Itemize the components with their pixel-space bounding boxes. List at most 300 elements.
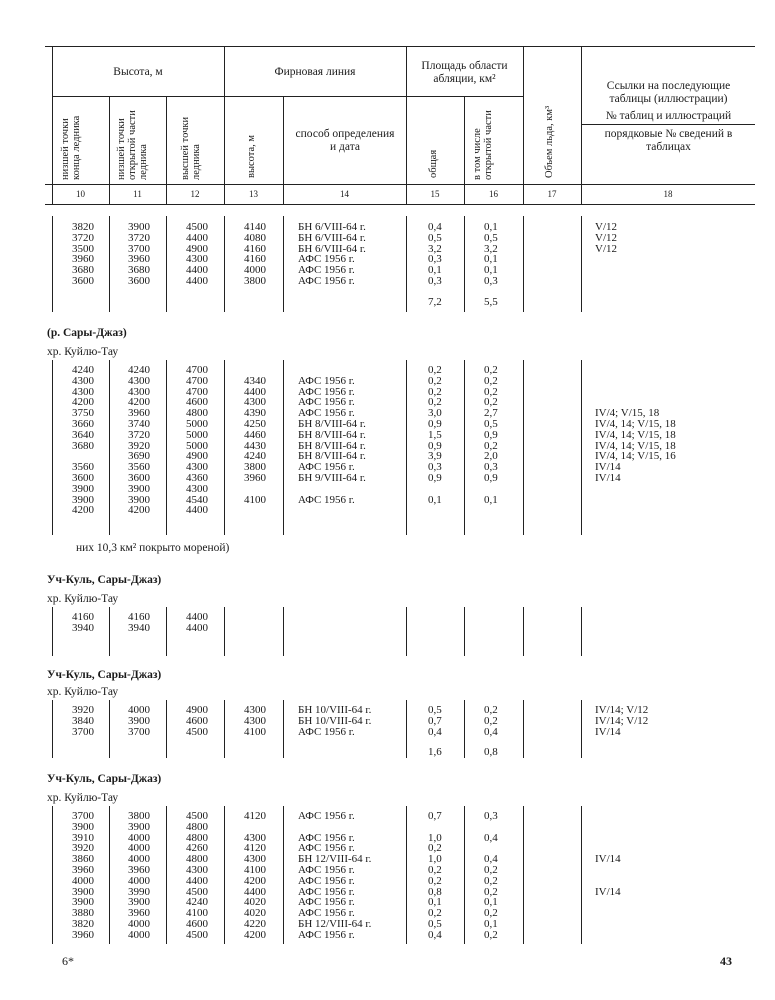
column-rule <box>109 806 110 944</box>
table-cell: 4250 <box>244 418 266 430</box>
table-cell: 3700 <box>72 810 94 822</box>
table-cell: 4500 <box>186 725 208 738</box>
table-cell: 0,2 <box>484 364 498 376</box>
table-cell: 4200 <box>128 504 150 517</box>
table-cell: 3720 <box>128 231 150 244</box>
table-cell: 3800 <box>244 461 266 474</box>
table-cell: 1,0 <box>428 853 442 866</box>
table-cell: 3600 <box>72 472 94 484</box>
table-cell: 4340 <box>244 374 266 387</box>
table-cell: 4260 <box>186 842 208 855</box>
section-title: (р. Сары-Джаз) <box>47 327 127 339</box>
table-cell: БН 8/VIII-64 г. <box>298 450 366 463</box>
col-number: 14 <box>340 189 349 199</box>
table-cell: 4700 <box>186 385 208 398</box>
section-title: Уч-Куль, Сары-Джаз) <box>47 669 162 681</box>
total-cell: 1,6 <box>428 746 442 759</box>
column-rule <box>581 607 582 656</box>
table-cell: 2,0 <box>484 450 498 463</box>
table-cell: 3750 <box>72 407 94 420</box>
table-cell: 5000 <box>186 439 208 452</box>
refs-group-heading: Ссылки на последующие таблицы (иллюстрации) <box>606 80 731 105</box>
table-cell: 5000 <box>186 428 208 441</box>
table-cell: АФС 1956 г. <box>298 842 355 855</box>
group-underline <box>52 96 406 97</box>
column-rule <box>109 700 110 758</box>
table-cell: АФС 1956 г. <box>298 885 355 898</box>
table-cell: 3660 <box>72 418 94 430</box>
table-cell: 0,2 <box>428 864 442 876</box>
table-cell: 4240 <box>72 364 94 376</box>
table-cell: 3690 <box>128 450 150 463</box>
table-cell: 4400 <box>186 504 208 517</box>
page-number: 43 <box>720 954 732 968</box>
column-rule <box>581 360 582 535</box>
table-cell: 3680 <box>72 439 94 452</box>
table-cell: 3500 <box>72 242 94 255</box>
refs-subheading-2: порядковые № сведений в таблицах <box>604 128 733 153</box>
table-cell: 4240 <box>128 364 150 376</box>
table-cell: 4160 <box>244 242 266 255</box>
header-divider <box>166 96 167 204</box>
col12-heading: высшей точки ледника <box>180 116 202 180</box>
table-cell: 3900 <box>72 493 94 506</box>
table-cell: 4600 <box>186 714 208 727</box>
table-cell: 4080 <box>244 231 266 244</box>
table-cell: IV/14 <box>595 725 621 738</box>
table-cell: 0,3 <box>428 461 442 474</box>
table-cell: 0,1 <box>484 264 498 277</box>
table-cell: 0,7 <box>428 714 442 727</box>
column-rule <box>166 607 167 656</box>
table-cell: 4400 <box>244 385 266 398</box>
section-ridge: хр. Куйлю-Тау <box>47 593 119 605</box>
header-bottom-rule <box>45 184 755 185</box>
table-cell: 3900 <box>128 714 150 727</box>
group-underline <box>406 96 523 97</box>
table-cell: 3680 <box>128 264 150 277</box>
table-cell: 4400 <box>186 621 208 634</box>
column-rule <box>283 216 284 312</box>
column-rule <box>224 360 225 535</box>
header-divider <box>109 96 110 204</box>
table-cell: 4300 <box>186 482 208 495</box>
table-cell: БН 8/VIII-64 г. <box>298 439 366 452</box>
table-cell: 0,9 <box>428 472 442 484</box>
table-cell: 4300 <box>186 864 208 876</box>
table-cell: 3960 <box>244 472 266 484</box>
column-rule <box>224 700 225 758</box>
col14-heading: способ определения и дата <box>295 128 395 153</box>
table-cell: 4000 <box>128 874 150 887</box>
table-cell: 4800 <box>186 831 208 844</box>
section-ridge: хр. Куйлю-Тау <box>47 346 119 358</box>
table-cell: 0,1 <box>484 253 498 266</box>
table-cell: 3680 <box>72 264 94 277</box>
table-cell: 0,9 <box>428 418 442 430</box>
table-cell: IV/4; V/15, 18 <box>595 407 660 420</box>
column-rule <box>523 700 524 758</box>
table-cell: 0,4 <box>428 221 442 233</box>
table-cell: 0,2 <box>428 374 442 387</box>
table-cell: 3920 <box>72 704 94 716</box>
column-rule <box>464 607 465 656</box>
table-cell: БН 6/VIII-64 г. <box>298 231 366 244</box>
table-cell: 4500 <box>186 885 208 898</box>
column-numbers-rule <box>45 204 755 205</box>
table-cell: 0,2 <box>484 374 498 387</box>
table-cell: 0,4 <box>428 928 442 941</box>
column-rule <box>166 700 167 758</box>
table-cell: 3560 <box>128 461 150 474</box>
table-cell: 5000 <box>186 418 208 430</box>
table-cell: 0,1 <box>484 221 498 233</box>
table-cell: 3940 <box>128 621 150 634</box>
table-cell: АФС 1956 г. <box>298 874 355 887</box>
table-cell: 0,2 <box>428 874 442 887</box>
moraine-note: них 10,3 км² покрыто мореной) <box>76 542 230 554</box>
table-cell: 4200 <box>72 396 94 409</box>
table-cell: 3820 <box>72 918 94 930</box>
table-cell: 0,2 <box>484 907 498 920</box>
table-cell: 3700 <box>128 242 150 255</box>
table-cell: 0,2 <box>484 885 498 898</box>
column-rule <box>464 216 465 312</box>
table-cell: АФС 1956 г. <box>298 253 355 266</box>
column-rule <box>109 360 110 535</box>
table-cell: 4300 <box>186 253 208 266</box>
signature-mark: 6* <box>62 954 74 968</box>
table-cell: 3960 <box>128 253 150 266</box>
table-cell: 3740 <box>128 418 150 430</box>
column-rule <box>52 607 53 656</box>
table-cell: БН 10/VIII-64 г. <box>298 704 372 716</box>
table-cell: 4200 <box>128 396 150 409</box>
header-divider <box>283 96 284 204</box>
table-cell: 4600 <box>186 396 208 409</box>
table-cell: 4460 <box>244 428 266 441</box>
table-cell: БН 8/VIII-64 г. <box>298 418 366 430</box>
table-cell: 4100 <box>186 907 208 920</box>
table-cell: 0,3 <box>484 461 498 474</box>
table-cell: 4160 <box>244 253 266 266</box>
column-rule <box>406 700 407 758</box>
table-cell: 3,0 <box>428 407 442 420</box>
table-cell: 4200 <box>72 504 94 517</box>
refs-underline <box>581 124 755 125</box>
column-rule <box>523 216 524 312</box>
column-rule <box>52 806 53 944</box>
column-rule <box>523 360 524 535</box>
table-cell: 0,5 <box>484 231 498 244</box>
area-group-heading: Площадь области абляции, км² <box>421 60 508 85</box>
col17-heading: Объем льда, км³ <box>544 105 555 178</box>
table-cell: 3990 <box>128 885 150 898</box>
table-cell: 4300 <box>244 853 266 866</box>
table-cell: АФС 1956 г. <box>298 907 355 920</box>
table-cell: 0,1 <box>428 493 442 506</box>
column-rule <box>406 216 407 312</box>
table-cell: 4360 <box>186 472 208 484</box>
column-rule <box>224 607 225 656</box>
table-cell: 4400 <box>186 874 208 887</box>
section-title: Уч-Куль, Сары-Джаз) <box>47 574 162 586</box>
table-cell: 0,1 <box>484 918 498 930</box>
table-cell: 4300 <box>72 385 94 398</box>
table-cell: 4200 <box>244 928 266 941</box>
col13-heading: высота, м <box>246 134 257 178</box>
table-cell: 4500 <box>186 221 208 233</box>
table-cell: 4900 <box>186 242 208 255</box>
table-cell: 3900 <box>128 482 150 495</box>
table-cell: 3900 <box>72 820 94 833</box>
table-cell: 3960 <box>72 864 94 876</box>
table-cell: 3900 <box>128 221 150 233</box>
table-cell: 0,9 <box>484 428 498 441</box>
header-divider <box>464 96 465 204</box>
table-cell: 4390 <box>244 407 266 420</box>
table-cell: 0,3 <box>428 253 442 266</box>
table-cell: 4000 <box>72 874 94 887</box>
table-cell: 0,9 <box>428 439 442 452</box>
table-cell: 4300 <box>244 714 266 727</box>
table-cell: V/12 <box>595 231 617 244</box>
table-cell: БН 6/VIII-64 г. <box>298 242 366 255</box>
table-cell: 4200 <box>244 874 266 887</box>
header-divider <box>581 46 582 204</box>
table-cell: 3960 <box>128 407 150 420</box>
table-cell: 0,2 <box>428 842 442 855</box>
col10-heading: низшей точки конца ледника <box>60 115 82 180</box>
table-cell: 0,2 <box>484 439 498 452</box>
header-top-rule <box>45 46 755 47</box>
table-cell: АФС 1956 г. <box>298 374 355 387</box>
table-cell: 0,2 <box>428 364 442 376</box>
col-number: 13 <box>249 189 258 199</box>
table-cell: АФС 1956 г. <box>298 396 355 409</box>
table-cell: 0,4 <box>484 725 498 738</box>
table-cell: 4430 <box>244 439 266 452</box>
table-cell: 0,2 <box>484 874 498 887</box>
column-rule <box>581 806 582 944</box>
table-cell: 0,1 <box>428 896 442 909</box>
table-cell: 3880 <box>72 907 94 920</box>
table-cell: 0,5 <box>428 918 442 930</box>
height-group-heading: Высота, м <box>113 66 163 78</box>
table-cell: 4540 <box>186 493 208 506</box>
table-cell: 4100 <box>244 864 266 876</box>
table-cell: 1,0 <box>428 831 442 844</box>
table-cell: IV/14; V/12 <box>595 714 649 727</box>
table-cell: 0,8 <box>428 885 442 898</box>
table-cell: 4020 <box>244 896 266 909</box>
table-cell: БН 12/VIII-64 г. <box>298 853 372 866</box>
table-cell: 4500 <box>186 810 208 822</box>
table-cell: 0,4 <box>484 853 498 866</box>
col-number: 16 <box>489 189 498 199</box>
table-cell: 0,4 <box>484 831 498 844</box>
column-rule <box>464 700 465 758</box>
table-cell: 4400 <box>186 231 208 244</box>
table-cell: 3900 <box>72 896 94 909</box>
table-cell: 4800 <box>186 407 208 420</box>
table-cell: 4800 <box>186 820 208 833</box>
table-cell: 4000 <box>128 842 150 855</box>
table-cell: 4400 <box>186 611 208 623</box>
col-number: 17 <box>547 189 557 199</box>
table-cell: 4300 <box>186 461 208 474</box>
table-cell: 4300 <box>244 831 266 844</box>
col15-heading: общая <box>428 149 439 178</box>
table-cell: 0,3 <box>428 275 442 287</box>
header-divider <box>523 46 524 204</box>
table-cell: 3900 <box>128 896 150 909</box>
table-cell: АФС 1956 г. <box>298 896 355 909</box>
table-cell: IV/14 <box>595 885 621 898</box>
table-cell: 3700 <box>72 725 94 738</box>
total-cell: 0,8 <box>484 746 498 759</box>
table-cell: 3800 <box>128 810 150 822</box>
table-cell: 0,1 <box>484 493 498 506</box>
table-cell: 3960 <box>128 864 150 876</box>
section-ridge: хр. Куйлю-Тау <box>47 792 119 804</box>
table-cell: 4000 <box>128 853 150 866</box>
table-cell: 4000 <box>128 704 150 716</box>
col-number: 15 <box>430 189 440 199</box>
table-cell: 3920 <box>128 439 150 452</box>
table-cell: 3700 <box>128 725 150 738</box>
table-cell: АФС 1956 г. <box>298 864 355 876</box>
column-rule <box>523 806 524 944</box>
table-cell: 0,5 <box>428 704 442 716</box>
table-cell: 3,9 <box>428 450 442 463</box>
table-cell: 3900 <box>72 885 94 898</box>
table-cell: 0,5 <box>428 231 442 244</box>
header-divider <box>406 46 407 204</box>
table-cell: 4300 <box>244 396 266 409</box>
section-title: Уч-Куль, Сары-Джаз) <box>47 773 162 785</box>
table-cell: 4160 <box>128 611 150 623</box>
col-number: 10 <box>76 189 85 199</box>
table-cell: 3640 <box>72 428 94 441</box>
table-cell: 4240 <box>244 450 266 463</box>
column-rule <box>52 216 53 312</box>
table-cell: 3840 <box>72 714 94 727</box>
table-cell: 0,2 <box>428 385 442 398</box>
table-cell: 2,7 <box>484 407 498 420</box>
table-cell: БН 8/VIII-64 г. <box>298 428 366 441</box>
table-cell: 0,1 <box>484 896 498 909</box>
table-cell: БН 6/VIII-64 г. <box>298 221 366 233</box>
column-rule <box>166 360 167 535</box>
table-cell: IV/14; V/12 <box>595 704 649 716</box>
table-cell: БН 12/VIII-64 г. <box>298 918 372 930</box>
table-cell: 3,2 <box>484 242 498 255</box>
table-cell: 3800 <box>244 275 266 287</box>
table-cell: БН 9/VIII-64 г. <box>298 472 366 484</box>
table-cell: 3860 <box>72 853 94 866</box>
table-cell: 0,2 <box>484 864 498 876</box>
table-cell: 4400 <box>186 275 208 287</box>
column-rule <box>581 700 582 758</box>
table-cell: 3910 <box>72 831 94 844</box>
table-cell: 4300 <box>128 374 150 387</box>
table-cell: 4160 <box>72 611 94 623</box>
table-cell: 0,1 <box>428 264 442 277</box>
total-cell: 7,2 <box>428 295 442 308</box>
column-rule <box>224 806 225 944</box>
table-cell: 0,2 <box>484 385 498 398</box>
table-cell: 4700 <box>186 364 208 376</box>
column-rule <box>406 806 407 944</box>
table-cell: 3940 <box>72 621 94 634</box>
column-rule <box>166 806 167 944</box>
table-cell: 0,2 <box>484 396 498 409</box>
table-cell: 4700 <box>186 374 208 387</box>
col-number: 11 <box>133 189 142 199</box>
table-cell: БН 10/VIII-64 г. <box>298 714 372 727</box>
table-cell: 0,2 <box>484 928 498 941</box>
table-cell: IV/14 <box>595 853 621 866</box>
refs-subheading-1: № таблиц и иллюстраций <box>605 110 732 122</box>
column-rule <box>523 607 524 656</box>
table-cell: 3900 <box>128 820 150 833</box>
table-cell: 4100 <box>244 493 266 506</box>
table-cell: IV/4, 14; V/15, 18 <box>595 428 676 441</box>
table-cell: АФС 1956 г. <box>298 831 355 844</box>
table-cell: 3900 <box>128 493 150 506</box>
table-cell: 4120 <box>244 842 266 855</box>
table-cell: V/12 <box>595 221 617 233</box>
column-rule <box>109 216 110 312</box>
table-cell: 4300 <box>128 385 150 398</box>
table-cell: 4120 <box>244 810 266 822</box>
table-cell: АФС 1956 г. <box>298 725 355 738</box>
table-cell: IV/14 <box>595 472 621 484</box>
section-ridge: хр. Куйлю-Тау <box>47 686 119 698</box>
table-cell: 3600 <box>72 275 94 287</box>
table-cell: 4800 <box>186 853 208 866</box>
column-rule <box>166 216 167 312</box>
table-cell: АФС 1956 г. <box>298 385 355 398</box>
column-rule <box>109 607 110 656</box>
table-cell: 3920 <box>72 842 94 855</box>
table-cell: 3720 <box>72 231 94 244</box>
table-cell: 0,7 <box>428 810 442 822</box>
table-cell: 4300 <box>244 704 266 716</box>
column-rule <box>224 216 225 312</box>
table-cell: 4000 <box>128 831 150 844</box>
column-rule <box>283 700 284 758</box>
table-cell: 4240 <box>186 896 208 909</box>
table-cell: 0,9 <box>484 472 498 484</box>
column-rule <box>52 360 53 535</box>
table-cell: 4400 <box>186 264 208 277</box>
table-cell: 3,2 <box>428 242 442 255</box>
table-cell: 0,2 <box>484 704 498 716</box>
column-rule <box>581 216 582 312</box>
table-cell: 4000 <box>128 928 150 941</box>
table-cell: 1,5 <box>428 428 442 441</box>
col16-heading: в том числе открытой части <box>472 110 494 180</box>
table-cell: 3820 <box>72 221 94 233</box>
table-cell: V/12 <box>595 242 617 255</box>
firn-group-heading: Фирновая линия <box>274 66 356 78</box>
column-rule <box>406 360 407 535</box>
table-cell: 3720 <box>128 428 150 441</box>
table-cell: 3960 <box>128 907 150 920</box>
table-cell: АФС 1956 г. <box>298 810 355 822</box>
